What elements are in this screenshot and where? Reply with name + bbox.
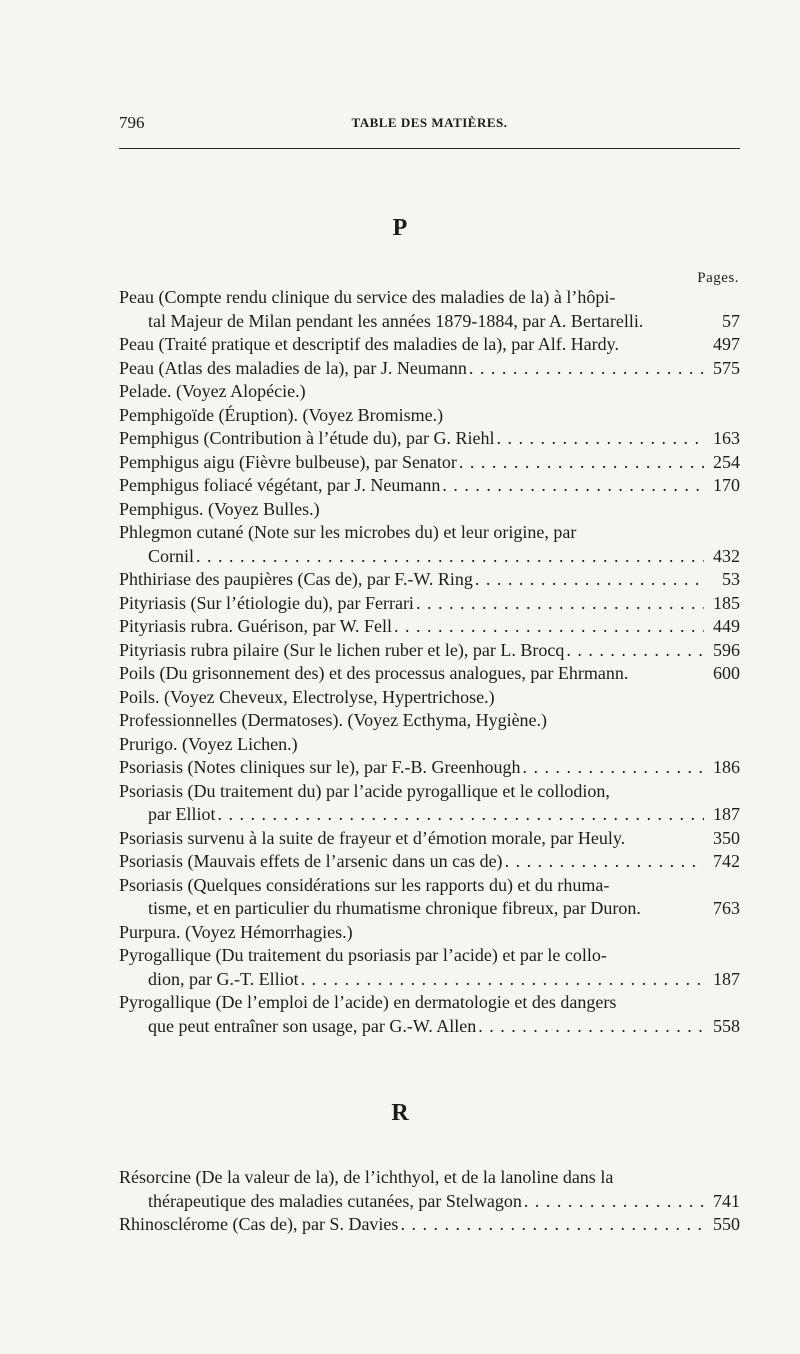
page-ref: 254 — [713, 451, 740, 472]
index-entry — [119, 756, 740, 780]
entry-text: Psoriasis (Mauvais effets de l’arsenic dans un cas de) — [119, 851, 503, 871]
entry-text: Pityriasis rubra. Guérison, par W. Fell — [119, 616, 392, 636]
entry-text: Psoriasis (Notes cliniques sur le), par F.-B. Greenhough — [119, 757, 521, 777]
entry-line — [119, 850, 740, 874]
entry-line — [119, 756, 740, 780]
index-entry — [119, 592, 740, 616]
index-entry — [119, 1213, 740, 1237]
index-entry — [119, 1166, 740, 1213]
page-ref: 185 — [713, 592, 740, 613]
page-ref: 350 — [713, 827, 740, 848]
entry-line — [119, 991, 740, 1015]
entry-line — [119, 286, 740, 310]
entry-line — [119, 404, 740, 428]
page-ref: 432 — [713, 545, 740, 566]
entry-line — [119, 310, 740, 334]
index-entry — [119, 850, 740, 874]
index-entry — [119, 568, 740, 592]
page-ref: 186 — [713, 757, 740, 777]
entry-line — [119, 1166, 740, 1190]
entry-text: Rhinosclérome (Cas de), par S. Davies — [119, 1214, 399, 1234]
page-ref: 53 — [722, 569, 740, 589]
entry-text: Poils (Du grisonnement des) et des processus analogues, par Ehrmann. — [119, 663, 629, 683]
index-entry — [119, 404, 740, 428]
page-ref: 558 — [713, 1015, 740, 1036]
entry-line — [119, 1015, 740, 1039]
page-ref: 57 — [722, 310, 740, 331]
entry-line — [119, 568, 740, 592]
section-letter-r: R — [391, 1100, 409, 1126]
index-entry — [119, 709, 740, 733]
page-ref: 187 — [713, 968, 740, 989]
entry-line — [119, 803, 740, 827]
entry-line — [119, 498, 740, 522]
entry-line — [119, 545, 740, 569]
entry-line — [119, 686, 740, 710]
entry-text: Pelade. (Voyez Alopécie.) — [119, 381, 306, 401]
entry-line — [119, 474, 740, 498]
entry-text: Pemphigoïde (Éruption). (Voyez Bromisme.) — [119, 404, 444, 425]
index-entry — [119, 286, 740, 333]
entry-text: tisme, et en particulier du rhumatisme chronique fibreux, par Duron. — [148, 898, 641, 918]
entry-line — [119, 521, 740, 545]
index-entry — [119, 615, 740, 639]
dot-leader — [459, 451, 704, 475]
entry-line — [119, 380, 740, 404]
dot-leader — [416, 592, 704, 616]
entry-text: Pityriasis (Sur l’étiologie du), par Ferrari — [119, 592, 414, 613]
index-entry — [119, 944, 740, 991]
entry-line — [119, 921, 740, 945]
entry-text: dion, par G.-T. Elliot — [148, 968, 299, 989]
entry-text: Pemphigus. (Voyez Bulles.) — [119, 498, 320, 519]
header-rule — [119, 148, 740, 149]
entry-text: Pemphigus foliacé végétant, par J. Neumann — [119, 475, 441, 495]
section-letter-p: P — [392, 215, 408, 241]
index-entry — [119, 474, 740, 498]
entry-text: Peau (Traité pratique et descriptif des maladies de la), par Alf. Hardy. — [119, 334, 620, 354]
page-ref: 163 — [713, 428, 740, 448]
entry-line — [119, 944, 740, 968]
entry-text: Poils. (Voyez Cheveux, Electrolyse, Hypertrichose.) — [119, 686, 495, 707]
entry-line — [119, 615, 740, 639]
entry-text: Phthiriase des paupières (Cas de), par F.-W. Ring — [119, 569, 473, 589]
index-entry — [119, 427, 740, 451]
dot-leader — [496, 427, 704, 451]
entry-text: Pyrogallique (De l’emploi de l’acide) en dermatologie et des dangers — [119, 992, 617, 1012]
dot-leader — [524, 1190, 704, 1214]
entry-text: tal Majeur de Milan pendant les années 1879-1884, par A. Bertarelli. — [148, 310, 644, 331]
index-entry — [119, 662, 740, 686]
page-ref: 497 — [713, 334, 740, 354]
dot-leader — [217, 803, 704, 827]
dot-leader — [400, 1213, 704, 1237]
index-entry — [119, 357, 740, 381]
entry-text: Psoriasis (Du traitement du) par l’acide pyrogallique et le collodion, — [119, 780, 610, 801]
entry-line — [119, 639, 740, 663]
entry-line — [119, 1190, 740, 1214]
entry-line — [119, 780, 740, 804]
entry-text: Résorcine (De la valeur de la), de l’ichthyol, et de la lanoline dans la — [119, 1167, 614, 1187]
dot-leader — [442, 474, 704, 498]
entry-text: Pemphigus (Contribution à l’étude du), par G. Riehl — [119, 428, 495, 448]
entry-text: Pemphigus aigu (Fièvre bulbeuse), par Senator — [119, 451, 457, 472]
index-entry — [119, 733, 740, 757]
dot-leader — [523, 756, 705, 780]
entry-line — [119, 733, 740, 757]
running-title: TABLE DES MATIÈRES. — [351, 115, 508, 130]
entry-line — [119, 592, 740, 616]
index-entry — [119, 380, 740, 404]
page-ref: 741 — [713, 1190, 740, 1211]
page-ref: 575 — [713, 357, 740, 378]
index-entry — [119, 780, 740, 827]
entry-text: Peau (Compte rendu clinique du service des maladies de la) à l’hôpi- — [119, 287, 616, 307]
pages-column-label: Pages. — [697, 270, 739, 286]
page-ref: 763 — [713, 898, 740, 918]
dot-leader — [394, 615, 704, 639]
page-ref: 550 — [713, 1214, 740, 1234]
page-ref: 170 — [713, 475, 740, 495]
dot-leader — [196, 545, 704, 569]
entry-text: que peut entraîner son usage, par G.-W. Allen — [148, 1015, 477, 1036]
entry-line — [119, 427, 740, 451]
index-entry — [119, 498, 740, 522]
dot-leader — [478, 1015, 704, 1039]
entry-text: Psoriasis (Quelques considérations sur les rapports du) et du rhuma- — [119, 874, 610, 895]
entry-text: thérapeutique des maladies cutanées, par Stelwagon — [148, 1190, 522, 1211]
index-entries-r — [119, 1166, 740, 1237]
entry-line — [119, 968, 740, 992]
entry-line — [119, 709, 740, 733]
entry-line — [119, 662, 740, 686]
entry-text: Professionnelles (Dermatoses). (Voyez Ecthyma, Hygiène.) — [119, 710, 548, 730]
entry-line — [119, 333, 740, 357]
dot-leader — [301, 968, 704, 992]
entry-line — [119, 897, 740, 921]
page-header — [119, 113, 740, 135]
entry-text: Pyrogallique (Du traitement du psoriasis par l’acide) et par le collo- — [119, 945, 607, 965]
entry-line — [119, 357, 740, 381]
dot-leader — [475, 568, 704, 592]
index-entry — [119, 921, 740, 945]
entry-text: par Elliot — [148, 804, 216, 824]
page-ref: 187 — [713, 804, 740, 824]
entry-line — [119, 1213, 740, 1237]
entry-text: Peau (Atlas des maladies de la), par J. Neumann — [119, 357, 467, 378]
entry-text: Psoriasis survenu à la suite de frayeur et d’émotion morale, par Heuly. — [119, 827, 626, 848]
index-entry — [119, 827, 740, 851]
index-entry — [119, 874, 740, 921]
index-entry — [119, 686, 740, 710]
entry-text: Prurigo. (Voyez Lichen.) — [119, 733, 298, 754]
entry-text: Purpura. (Voyez Hémorrhagies.) — [119, 921, 353, 942]
index-entry — [119, 521, 740, 568]
page-ref: 742 — [713, 851, 740, 871]
index-entry — [119, 333, 740, 357]
index-entries-p — [119, 286, 740, 1038]
entry-text: Pityriasis rubra pilaire (Sur le lichen ruber et le), par L. Brocq — [119, 639, 565, 660]
index-entry — [119, 991, 740, 1038]
dot-leader — [566, 639, 704, 663]
entry-line — [119, 827, 740, 851]
dot-leader — [505, 850, 704, 874]
page-ref: 600 — [713, 663, 740, 683]
page-ref: 449 — [713, 616, 740, 636]
page-ref: 596 — [713, 639, 740, 660]
index-entry — [119, 639, 740, 663]
page-number: 796 — [119, 113, 145, 132]
entry-text: Phlegmon cutané (Note sur les microbes du) et leur origine, par — [119, 522, 577, 542]
entry-line — [119, 451, 740, 475]
index-entry — [119, 451, 740, 475]
entry-text: Cornil — [148, 545, 195, 566]
entry-line — [119, 874, 740, 898]
dot-leader — [469, 357, 704, 381]
